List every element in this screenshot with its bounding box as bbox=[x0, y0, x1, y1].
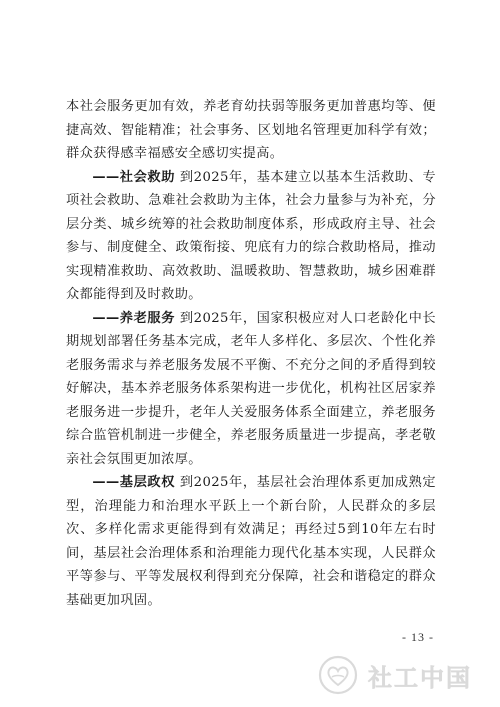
paragraph-text: 到2025年，基层社会治理体系更加成熟定型，治理能力和治理水平跃上一个新台阶，人民群众的多层次、多样化需求更能得到有效满足；再经过5到10年左右时间，基层社会治理体系和治理能力现代化基本实现，人民群众平等参与、平等发展权利得到充分保障，社会和谐稳定的群众基础更加巩固。 bbox=[66, 475, 437, 608]
paragraph-grassroots-government bbox=[66, 471, 436, 612]
page-number: - 13 - bbox=[402, 630, 434, 644]
paragraph-text: 到2025年，国家积极应对人口老龄化中长期规划部署任务基本完成，老年人多样化、多层次、个性化养老服务需求与养老服务发展不平衡、不充分之间的矛盾得到较好解决，基本养老服务体系架构进一步优化，机构社区居家养老服务进一步提升，老年人关爱服务体系全面建立，养老服务综合监管机制进一步健全，养老服务质量进一步提高，孝老敬亲社会氛围更加浓厚。 bbox=[66, 310, 437, 467]
watermark bbox=[318, 654, 488, 696]
watermark-text: 社工中国 bbox=[368, 663, 472, 692]
paragraph-text: 本社会服务更加有效，养老育幼扶弱等服务更加普惠均等、便捷高效、智能精准；社会事务、区划地名管理更加科学有效；群众获得感幸福感安全感切实提高。 bbox=[66, 99, 436, 161]
paragraph-social-assistance bbox=[66, 166, 436, 307]
paragraph-lead: ——基层政权 bbox=[92, 475, 176, 490]
paragraph-text: 到2025年，基本建立以基本生活救助、专项社会救助、急难社会救助为主体，社会力量参与为补充，分层分类、城乡统筹的社会救助制度体系，形成政府主导、社会参与、制度健全、政策衔接、兜底有力的综合救助格局，推动实现精准救助、高效救助、温暖救助、智慧救助，城乡困难群众都能得到及时救助。 bbox=[66, 169, 437, 302]
paragraph-lead: ——养老服务 bbox=[92, 310, 176, 326]
paragraph-intro bbox=[66, 95, 436, 166]
document-body bbox=[66, 95, 436, 612]
heart-hands-logo-icon bbox=[318, 655, 358, 695]
paragraph-lead: ——社会救助 bbox=[92, 169, 176, 185]
paragraph-elderly-care bbox=[66, 307, 436, 472]
